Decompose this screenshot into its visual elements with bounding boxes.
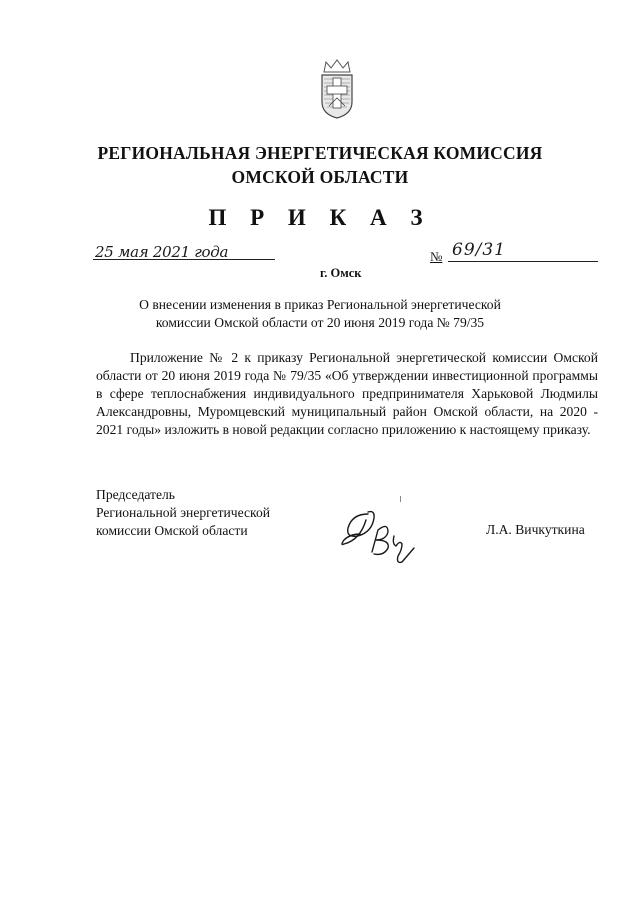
organization-name-line1: РЕГИОНАЛЬНАЯ ЭНЕРГЕТИЧЕСКАЯ КОМИССИЯ	[97, 143, 543, 163]
signer-name: Л.А. Вичкуткина	[486, 522, 585, 537]
document-type-title: П Р И К А З	[208, 205, 432, 230]
organization-name-line2: ОМСКОЙ ОБЛАСТИ	[231, 167, 409, 187]
subject-line1: О внесении изменения в приказ Региональной энергетической	[139, 297, 501, 312]
number-sign: №	[430, 249, 443, 264]
signatory-title-line2: Региональной энергетической	[96, 505, 271, 520]
order-body-paragraph: Приложение № 2 к приказу Региональной энергетической комиссии Омской области от 20 июня 2019 года № 79/35 «Об утверждении инвестиционной программы в сфере теплоснабжения индивидуального предпринимателя Харьковой Людмилы Александровны, Муромцевский муниципальный район Омской области, на 2020 - 2021 годы» изложить в новой редакции согласно приложению к настоящему приказу.	[96, 350, 598, 437]
handwritten-date: 25 мая 2021 года	[95, 243, 229, 261]
subject-line2: комиссии Омской области от 20 июня 2019 года № 79/35	[155, 315, 485, 330]
coat-of-arms-icon	[318, 58, 356, 120]
signature-icon	[338, 500, 420, 570]
handwritten-number: 69/31	[452, 240, 506, 260]
signatory-title-line1: Председатель	[96, 487, 175, 502]
date-underline	[93, 259, 275, 260]
signatory-title-line3: комиссии Омской области	[96, 523, 248, 538]
signatory-title	[96, 486, 270, 540]
number-underline	[448, 261, 598, 262]
city-label: г. Омск	[320, 266, 362, 280]
